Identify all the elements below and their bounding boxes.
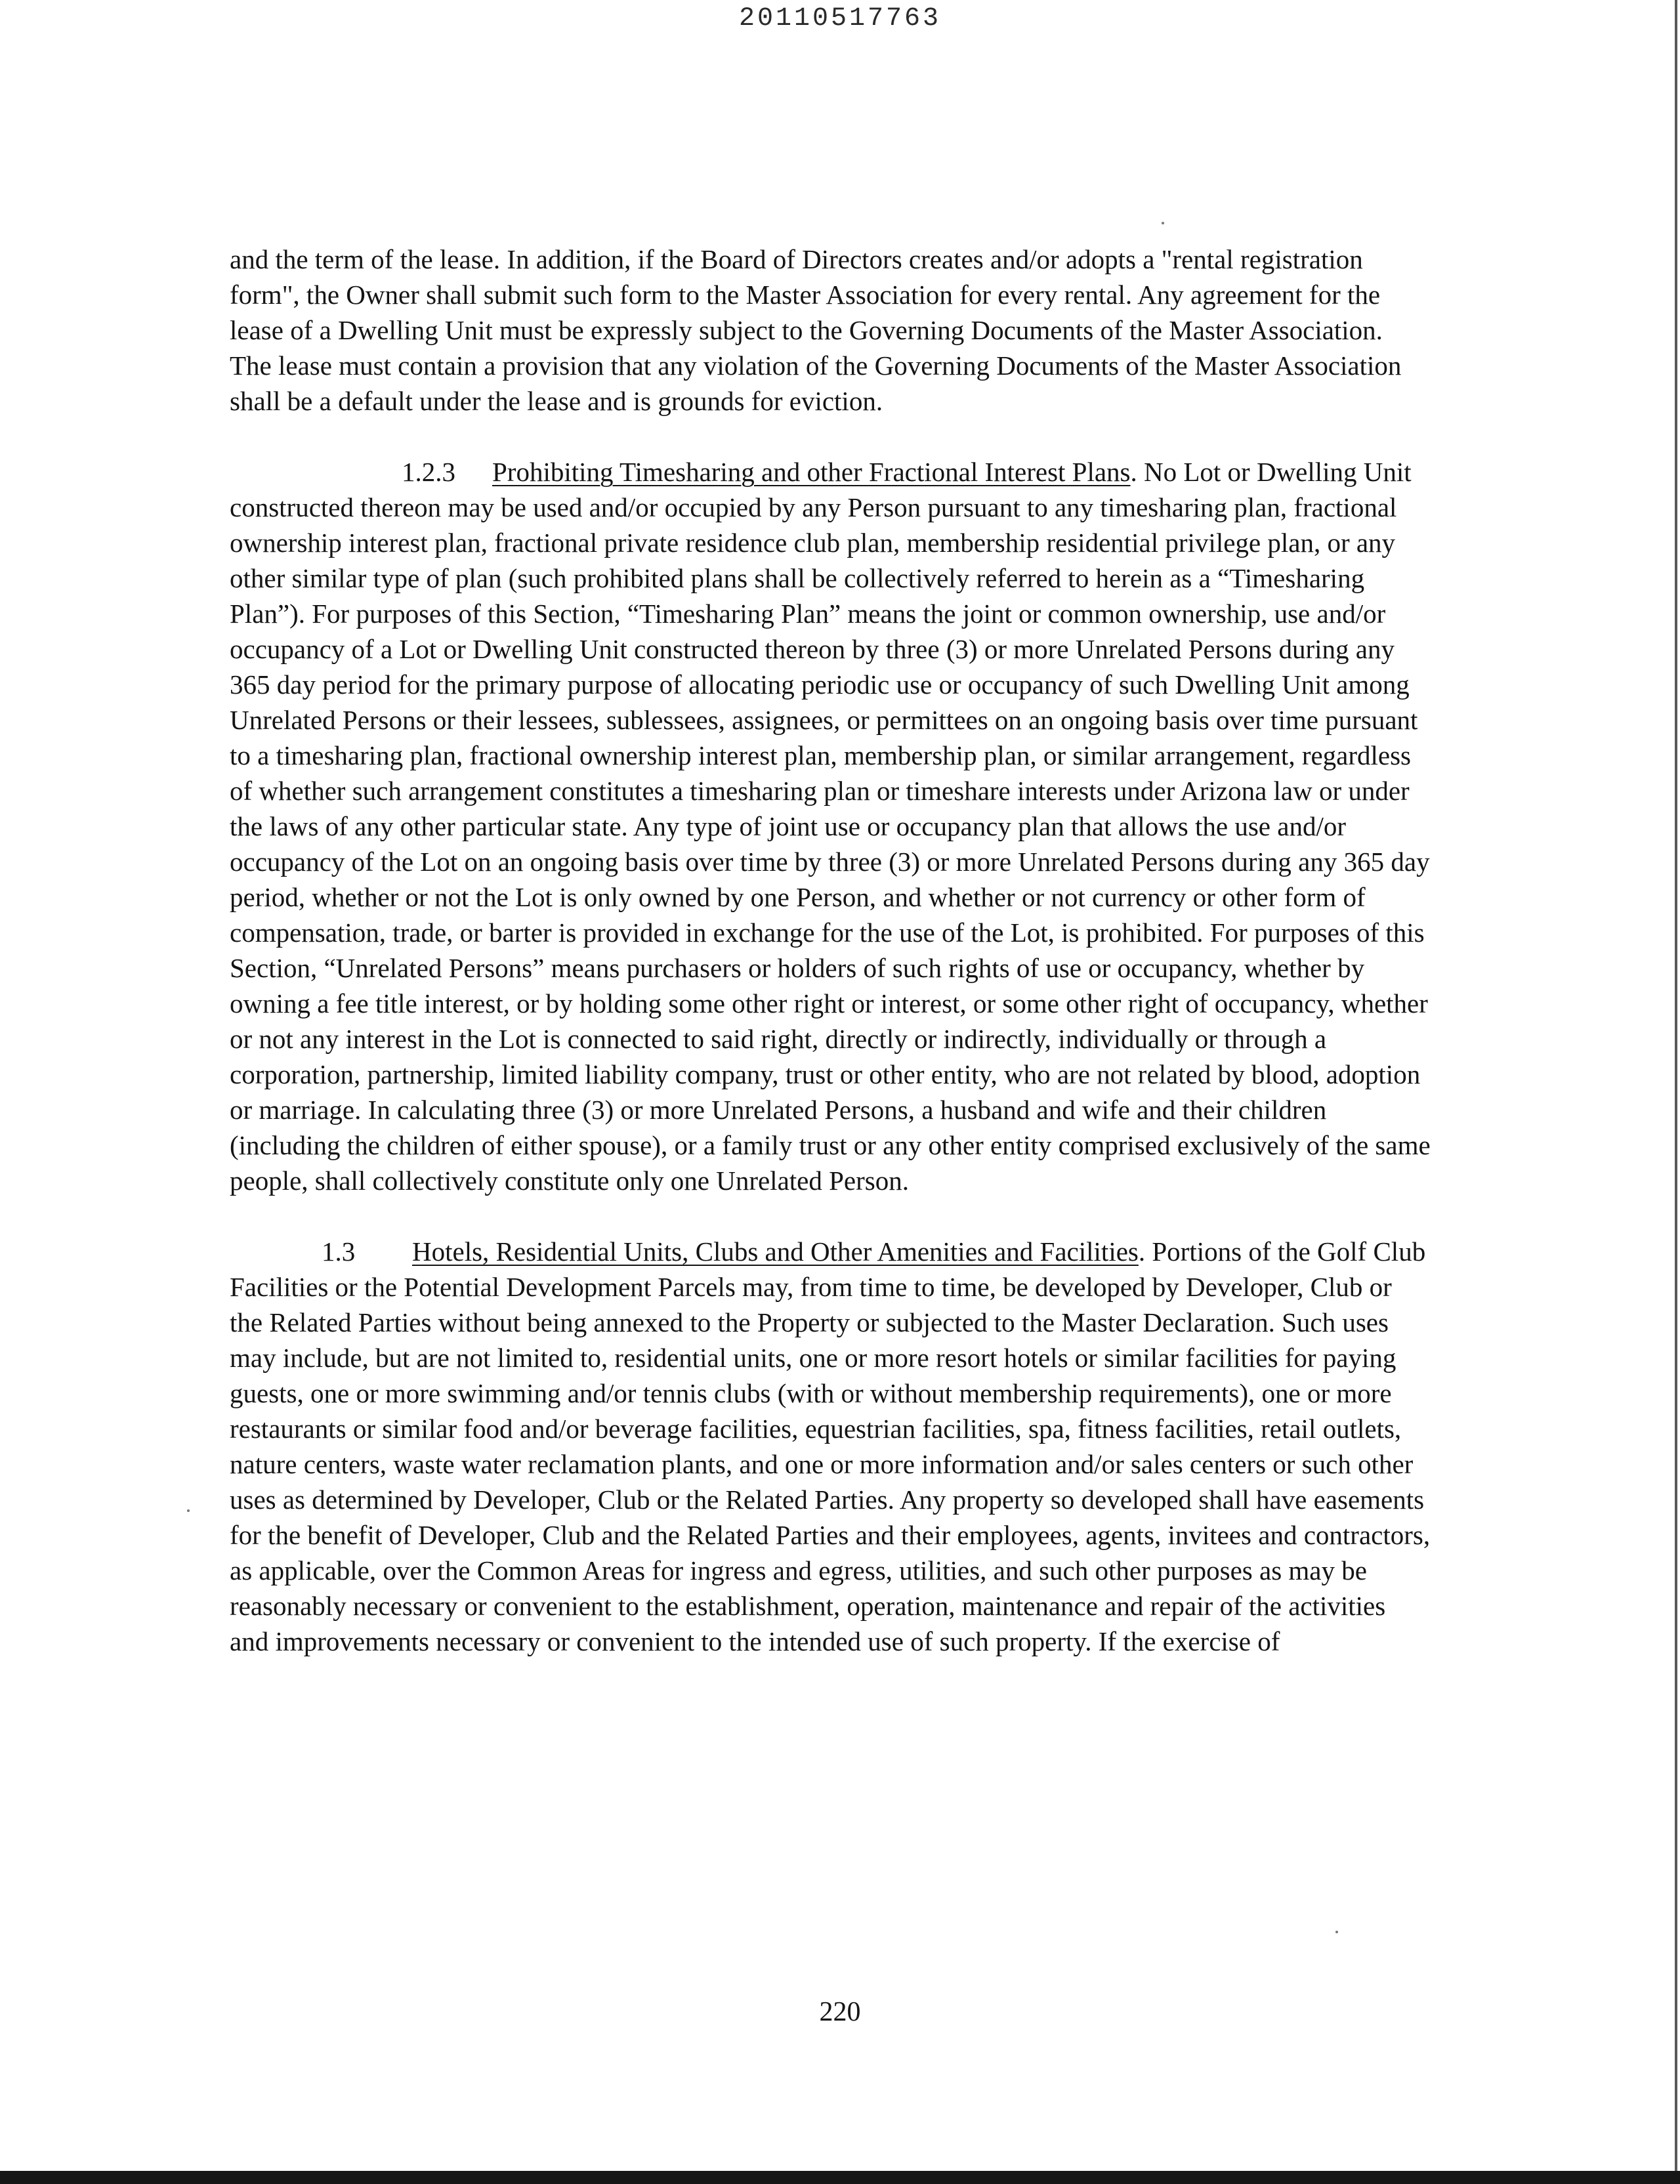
section-text: . Portions of the Golf Club Facilities or the Potential Development Parcels may, from time to time, be developed by Developer, Club or the Related Parties without being annexed to the Property or subjected to the Master Declaration. Such uses may include, but are not limited to, residential units, one or more resort hotels or similar facilities for paying guests, one or more swimming and/or tennis clubs (with or without membership requirements), one or more restaurants or similar food and/or beverage facilities, equestrian facilities, spa, fitness facilities, retail outlets, nature centers, waste water reclamation plants, and one or more information and/or sales centers or such other uses as determined by Developer, Club or the Related Parties. Any property so developed shall have easements for the benefit of Developer, Club and the Related Parties and their employees, agents, invitees and contractors, as applicable, over the Common Areas for ingress and egress, utilities, and such other purposes as may be reasonably necessary or convenient to the establishment, operation, maintenance and repair of the activities and improvements necessary or convenient to the intended use of such property. If the exercise of: [230, 1236, 1431, 1656]
scan-right-edge: [1675, 0, 1677, 2172]
scan-speck: [1162, 222, 1164, 224]
document-number: 20110517763: [738, 4, 942, 33]
section-1-3: [230, 1234, 1431, 1659]
paragraph-lease-continuation: [230, 242, 1431, 419]
body-text: [230, 242, 1431, 1659]
section-number: 1.2.3: [402, 457, 455, 487]
section-heading: Hotels, Residential Units, Clubs and Other Amenities and Facilities: [412, 1236, 1139, 1267]
scan-speck: [1335, 1931, 1338, 1933]
paragraph-text: and the term of the lease. In addition, if the Board of Directors creates and/or adopts a "rental registration form", the Owner shall submit such form to the Master Association for every rental. Any agreement for the lease of a Dwelling Unit must be expressly subject to the Governing Documents of the Master Association. The lease must contain a provision that any violation of the Governing Documents of the Master Association shall be a default under the lease and is grounds for eviction.: [230, 244, 1402, 416]
section-text: . No Lot or Dwelling Unit constructed thereon may be used and/or occupied by any Person pursuant to any timesharing plan, fractional ownership interest plan, fractional private residence club plan, membership residential privilege plan, or any other similar type of plan (such prohibited plans shall be collectively referred to herein as a “Timesharing Plan”). For purposes of this Section, “Timesharing Plan” means the joint or common ownership, use and/or occupancy of a Lot or Dwelling Unit constructed thereon by three (3) or more Unrelated Persons during any 365 day period for the primary purpose of allocating periodic use or occupancy of such Dwelling Unit among Unrelated Persons or their lessees, sublessees, assignees, or permittees on an ongoing basis over time pursuant to a timesharing plan, fractional ownership interest plan, membership plan, or similar arrangement, regardless of whether such arrangement constitutes a timesharing plan or timeshare interests under Arizona law or under the laws of any other particular state. Any type of joint use or occupancy plan that allows the use and/or occupancy of the Lot on an ongoing basis over time by three (3) or more Unrelated Persons during any 365 day period, whether or not the Lot is only owned by one Person, and whether or not currency or other form of compensation, trade, or barter is provided in exchange for the use of the Lot, is prohibited. For purposes of this Section, “Unrelated Persons” means purchasers or holders of such rights of use or occupancy, whether by owning a fee title interest, or by holding some other right or interest, or some other right of occupancy, whether or not any interest in the Lot is connected to said right, directly or indirectly, individually or through a corporation, partnership, limited liability company, trust or other entity, who are not related by blood, adoption or marriage. In calculating three (3) or more Unrelated Persons, a husband and wife and their children (including the children of either spouse), or a family trust or any other entity comprised exclusively of the same people, shall collectively constitute only one Unrelated Person.: [230, 457, 1431, 1196]
scan-speck: [187, 1509, 190, 1512]
section-heading: Prohibiting Timesharing and other Fractional Interest Plans: [492, 457, 1131, 487]
page-number: 220: [819, 1997, 861, 2027]
scan-bottom-edge: [0, 2171, 1680, 2184]
section-number: 1.3: [322, 1236, 356, 1267]
section-1-2-3: [230, 454, 1431, 1198]
